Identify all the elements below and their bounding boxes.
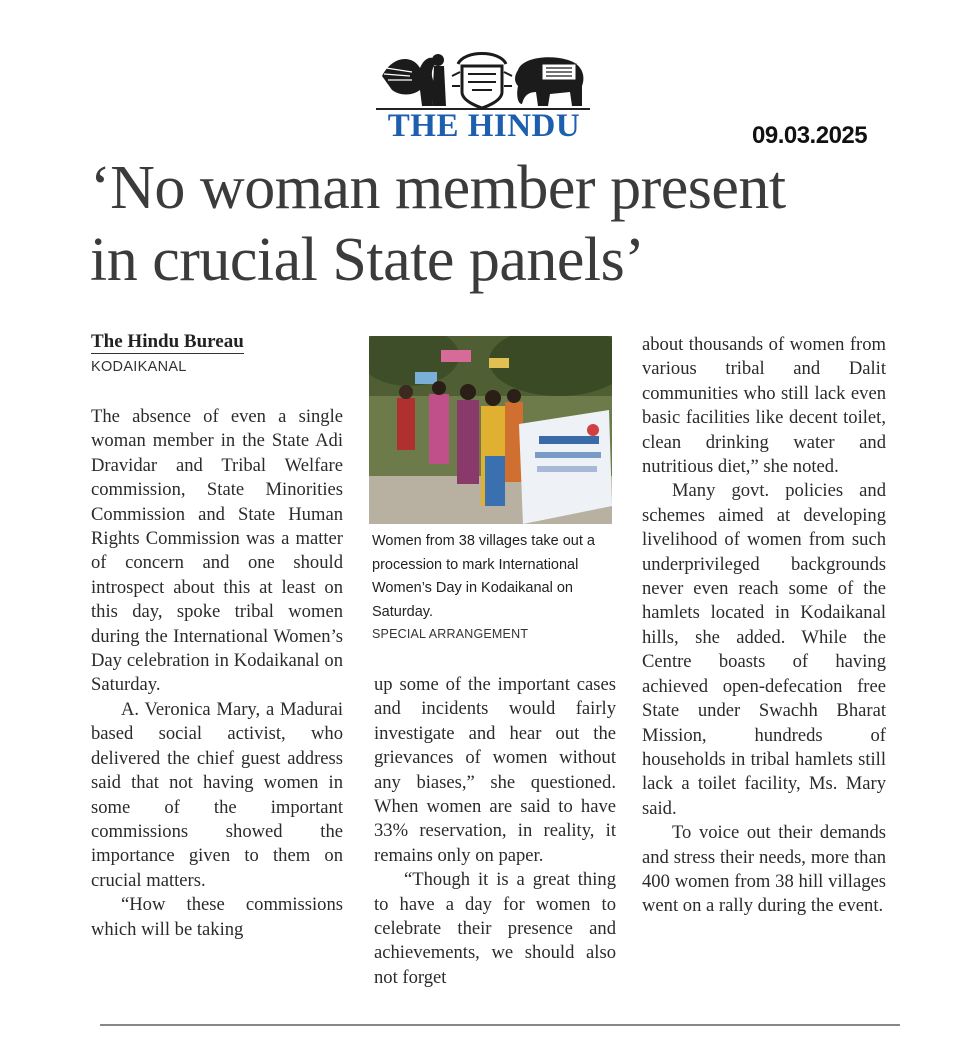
byline: The Hindu Bureau (91, 331, 244, 352)
newspaper-masthead: THE HINDU (387, 108, 581, 144)
article-paragraph: up some of the important cases and incidents would fairly investigate and hear out the grievances of women without any biases,” she questioned. When women are said to have 33% reservation, in reality, it remains only on paper. (374, 674, 616, 866)
publication-date: 09.03.2025 (752, 122, 868, 149)
article-paragraph: “How these commissions which will be taking (91, 894, 343, 940)
procession-photo (369, 336, 612, 524)
photo-caption: Women from 38 villages take out a procession to mark International Women’s Day in Kodaikanal on Saturday. (372, 533, 595, 620)
bottom-divider (100, 1024, 900, 1026)
article-paragraph: Many govt. policies and schemes aimed at developing livelihood of women from such underprivileged backgrounds never even reach some of the hamlets located in Kodaikanal hills, she added. While the Centre boasts of having achieved open-defecation free State under Swachh Bharat Mission, hundreds of households in tribal hamlets still lack a toilet facility, Ms. Mary said. (642, 480, 886, 819)
article-column-1 (91, 405, 343, 942)
article-paragraph: about thousands of women from various tribal and Dalit communities who still lack even basic facilities like decent toilet, clean drinking water and nutritious diet,” she noted. (642, 334, 886, 478)
article-paragraph: “Though it is a great thing to have a day for women to celebrate their presence and achievements, we should also not forget (374, 869, 616, 988)
article-paragraph: The absence of even a single woman member in the State Adi Dravidar and Tribal Welfare commission, State Minorities Commission and State Human Rights Commission was a matter of concern and one should introspect about this at least on this day, spoke tribal women during the International Women’s Day celebration in Kodaikanal on Saturday. (91, 406, 343, 696)
article-paragraph: A. Veronica Mary, a Madurai based social activist, who delivered the chief guest address said that not having women in some of the important commissions showed the importance given to them on crucial matters. (91, 698, 343, 891)
article-column-3 (642, 333, 886, 919)
headline-line-2: in crucial State panels’ (90, 226, 645, 294)
newspaper-emblem-icon (372, 46, 594, 112)
article-paragraph: To voice out their demands and stress their needs, more than 400 women from 38 hill villages went on a rally during the event. (642, 822, 886, 917)
headline (90, 152, 900, 296)
article-column-2 (374, 673, 616, 990)
dateline: KODAIKANAL (91, 359, 187, 375)
headline-line-1: ‘No woman member present (90, 154, 786, 222)
photo-credit: SPECIAL ARRANGEMENT (372, 627, 529, 641)
